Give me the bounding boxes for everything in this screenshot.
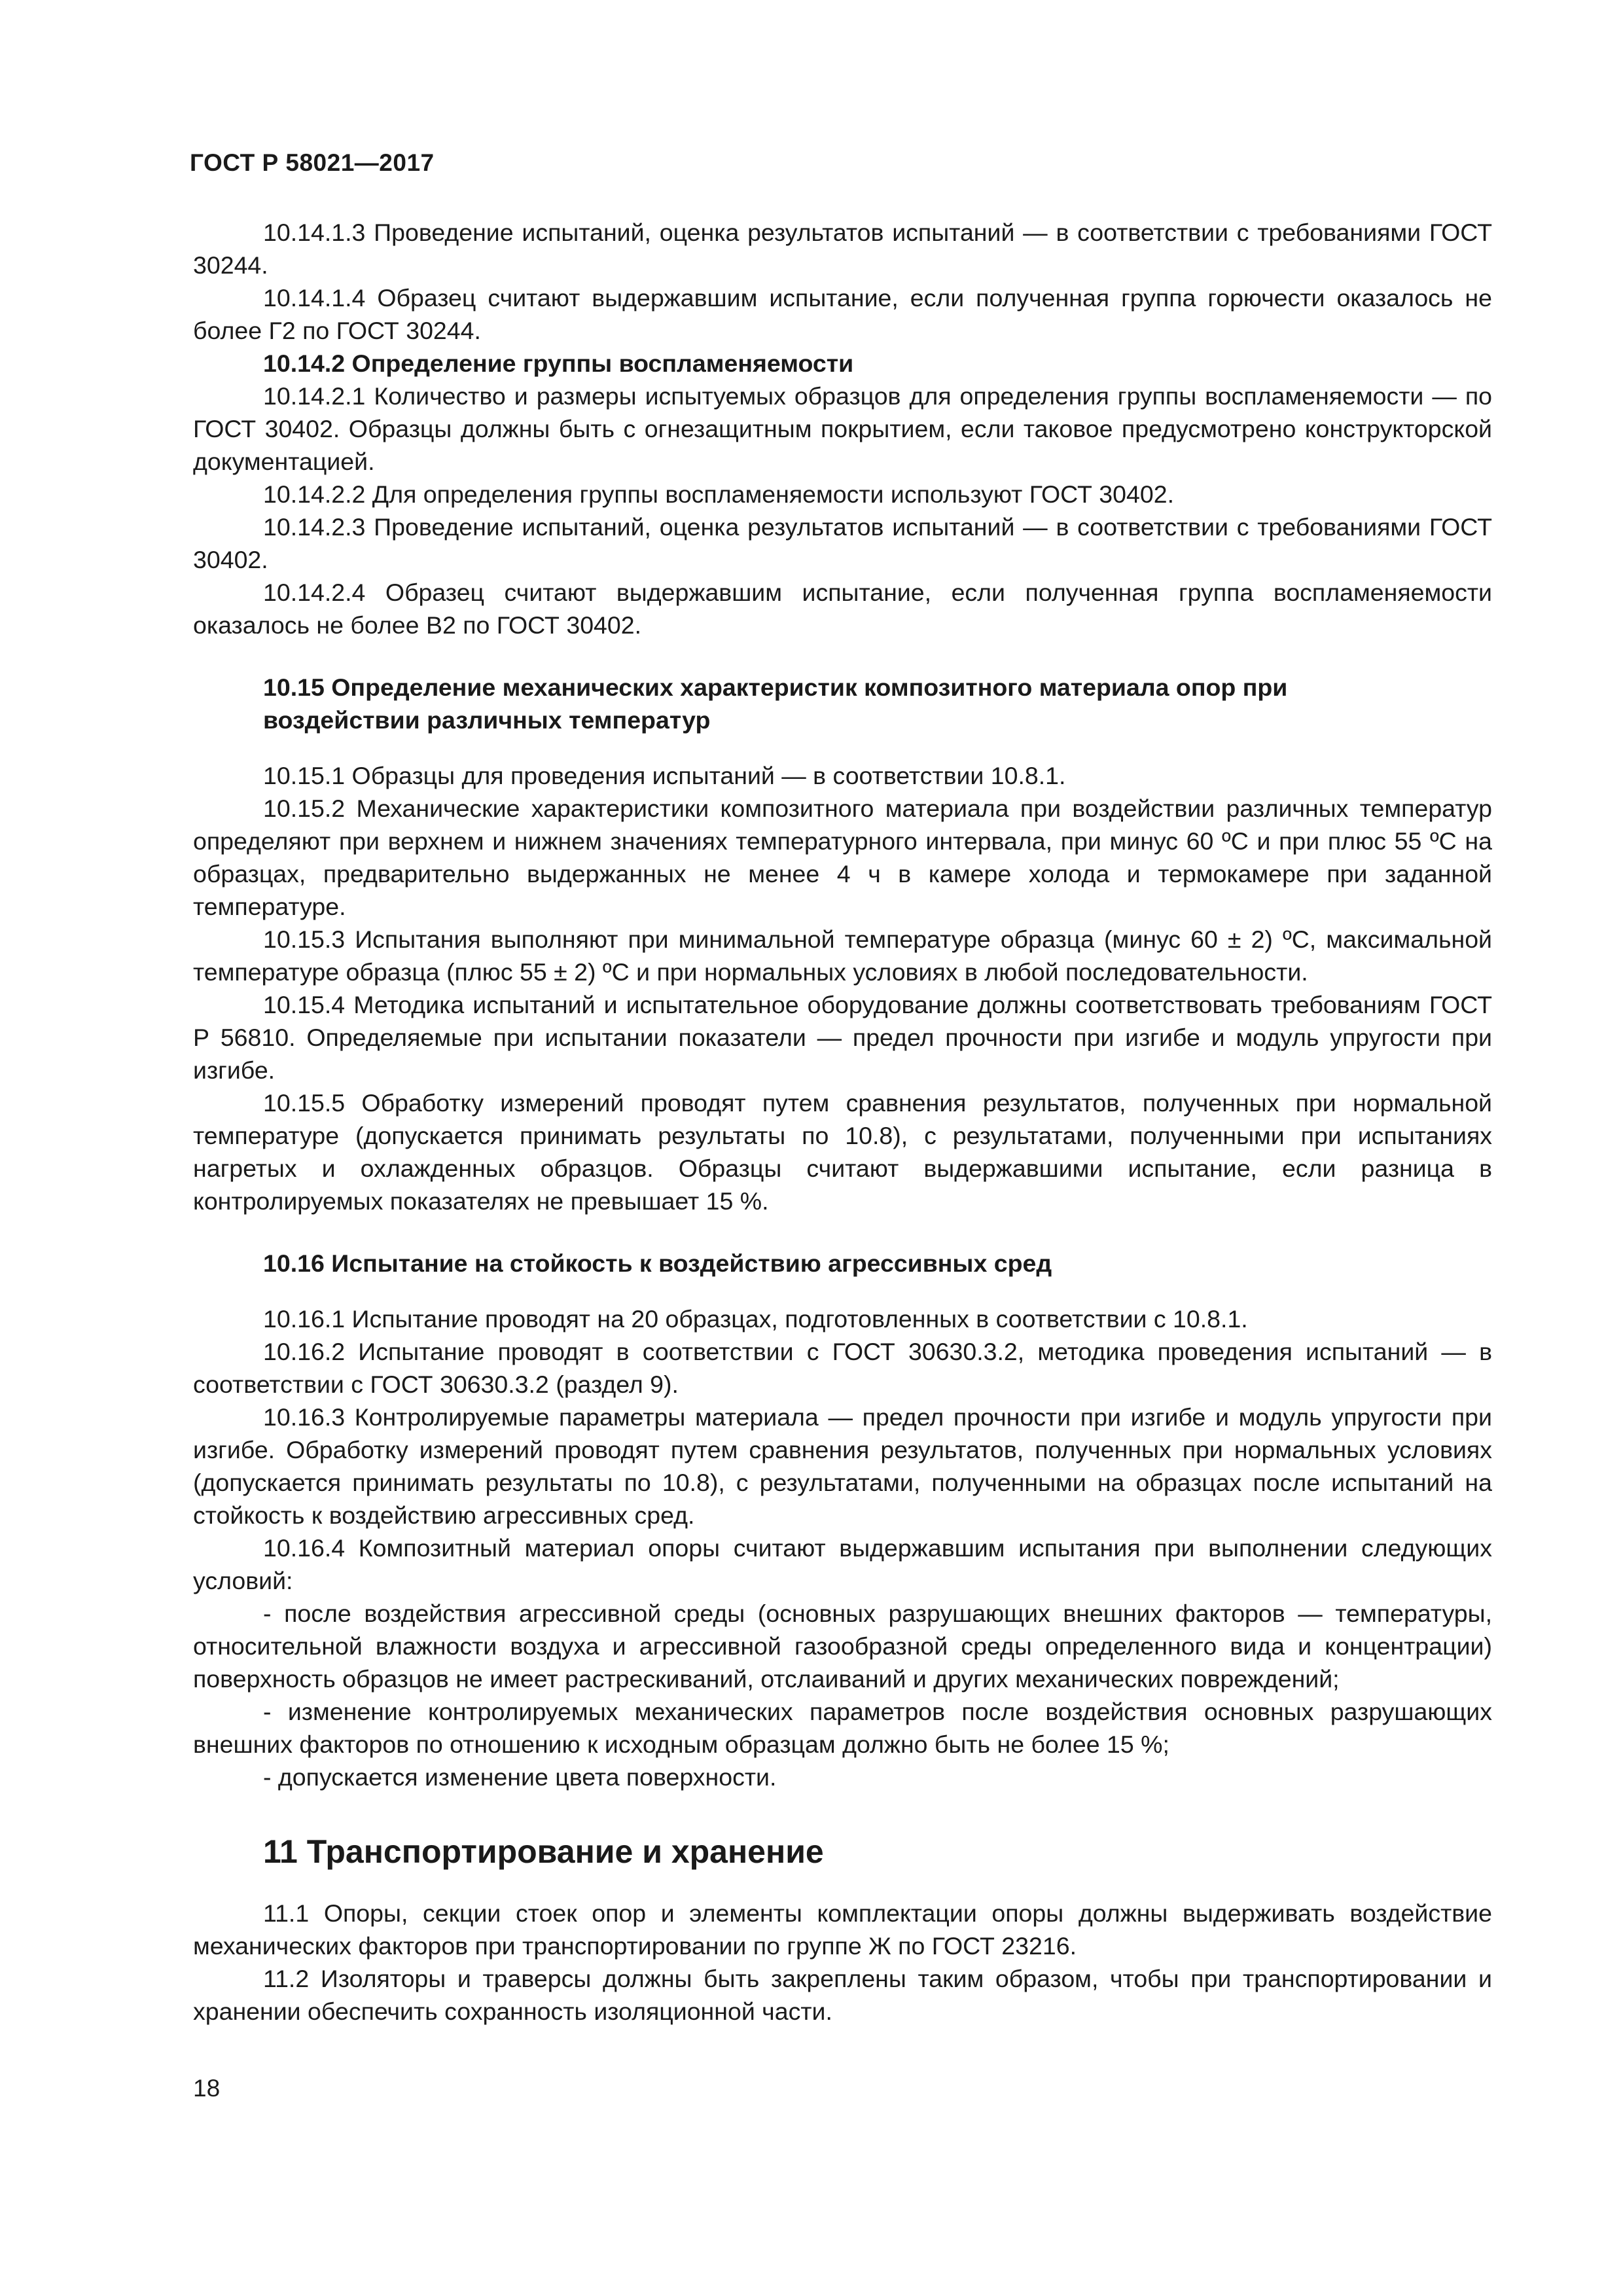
- paragraph-10-15-3: 10.15.3 Испытания выполняют при минимальной температуре образца (минус 60 ± 2) ºС, максимальной температуре образца (плюс 55 ± 2) ºС и при нормальных условиях в любой последовательности.: [193, 925, 1492, 986]
- section-heading-10-15-text: 10.15 Определение механических характеристик композитного материала опор при воздействии различных температур: [263, 673, 1288, 734]
- paragraph-10-16-3: 10.16.3 Контролируемые параметры материала — предел прочности при изгибе и модуль упругости при изгибе. Обработку измерений проводят путем сравнения результатов, полученных при нормальных условиях (допускается принимать результаты по 10.8), с результатами, полученными на образцах после испытаний на стойкость к воздействию агрессивных сред.: [193, 1403, 1492, 1529]
- list-item-condition-2: - изменение контролируемых механических параметров после воздействия основных разрушающих внешних факторов по отношению к исходным образцам должно быть не более 15 %;: [193, 1698, 1492, 1758]
- paragraph-10-16-4: 10.16.4 Композитный материал опоры считают выдержавшим испытания при выполнении следующих условий:: [193, 1534, 1492, 1594]
- paragraph-11-1: 11.1 Опоры, секции стоек опор и элементы комплектации опоры должны выдерживать воздействие механических факторов при транспортировании по группе Ж по ГОСТ 23216.: [193, 1899, 1492, 1960]
- paragraph-10-15-4: 10.15.4 Методика испытаний и испытательное оборудование должны соответствовать требованиям ГОСТ Р 56810. Определяемые при испытании показатели — предел прочности при изгибе и модуль упругости при изгибе.: [193, 991, 1492, 1084]
- paragraph-11-2: 11.2 Изоляторы и траверсы должны быть закреплены таким образом, чтобы при транспортировании и хранении обеспечить сохранность изоляционной части.: [193, 1965, 1492, 2025]
- list-item-condition-3: - допускается изменение цвета поверхности.: [263, 1763, 777, 1791]
- paragraph-10-14-2-3: 10.14.2.3 Проведение испытаний, оценка результатов испытаний — в соответствии с требованиями ГОСТ 30402.: [193, 513, 1492, 573]
- paragraph-10-14-2-1: 10.14.2.1 Количество и размеры испытуемых образцов для определения группы воспламеняемости — по ГОСТ 30402. Образцы должны быть с огнезащитным покрытием, если таковое предусмотрено конструкторской документацией.: [193, 382, 1492, 475]
- section-heading-10-15: [193, 671, 1376, 736]
- paragraph-10-14-2-4: 10.14.2.4 Образец считают выдержавшим испытание, если полученная группа воспламеняемости оказалось не более В2 по ГОСТ 30402.: [193, 579, 1492, 639]
- chapter-heading-11: 11 Транспортирование и хранение: [263, 1833, 824, 1870]
- document-body: [193, 216, 1492, 2028]
- paragraph-10-14-1-4: 10.14.1.4 Образец считают выдержавшим испытание, если полученная группа горючести оказалось не более Г2 по ГОСТ 30244.: [193, 284, 1492, 344]
- section-heading-10-16-text: 10.16 Испытание на стойкость к воздействию агрессивных сред: [263, 1249, 1052, 1277]
- paragraph-10-15-1: 10.15.1 Образцы для проведения испытаний — в соответствии 10.8.1.: [263, 762, 1066, 789]
- page-number: 18: [193, 2075, 221, 2102]
- paragraph-10-16-2: 10.16.2 Испытание проводят в соответствии с ГОСТ 30630.3.2, методика проведения испытаний — в соответствии с ГОСТ 30630.3.2 (раздел 9).: [193, 1338, 1492, 1398]
- paragraph-10-14-1-3: 10.14.1.3 Проведение испытаний, оценка результатов испытаний — в соответствии с требованиями ГОСТ 30244.: [193, 219, 1492, 279]
- subsection-heading-10-14-2: 10.14.2 Определение группы воспламеняемости: [263, 350, 854, 377]
- paragraph-10-14-2-2: 10.14.2.2 Для определения группы воспламеняемости используют ГОСТ 30402.: [263, 480, 1175, 508]
- document-header: ГОСТ Р 58021—2017: [190, 149, 435, 176]
- paragraph-10-16-1: 10.16.1 Испытание проводят на 20 образцах, подготовленных в соответствии с 10.8.1.: [263, 1305, 1248, 1333]
- paragraph-10-15-5: 10.15.5 Обработку измерений проводят путем сравнения результатов, полученных при нормальной температуре (допускается принимать результаты по 10.8), с результатами, полученными при испытаниях нагретых и охлажденных образцов. Образцы считают выдержавшими испытание, если разница в контролируемых показателях не превышает 15 %.: [193, 1089, 1492, 1215]
- list-item-condition-1: - после воздействия агрессивной среды (основных разрушающих внешних факторов — температуры, относительной влажности воздуха и агрессивной газообразной среды определенного вида и концентрации) поверхность образцов не имеет растрескиваний, отслаиваний и других механических повреждений;: [193, 1600, 1492, 1693]
- paragraph-10-15-2: 10.15.2 Механические характеристики композитного материала при воздействии различных температур определяют при верхнем и нижнем значениях температурного интервала, при минус 60 ºС и при плюс 55 ºС на образцах, предварительно выдержанных не менее 4 ч в камере холода и термокамере при заданной температуре.: [193, 795, 1492, 920]
- section-heading-10-16: [193, 1247, 1376, 1280]
